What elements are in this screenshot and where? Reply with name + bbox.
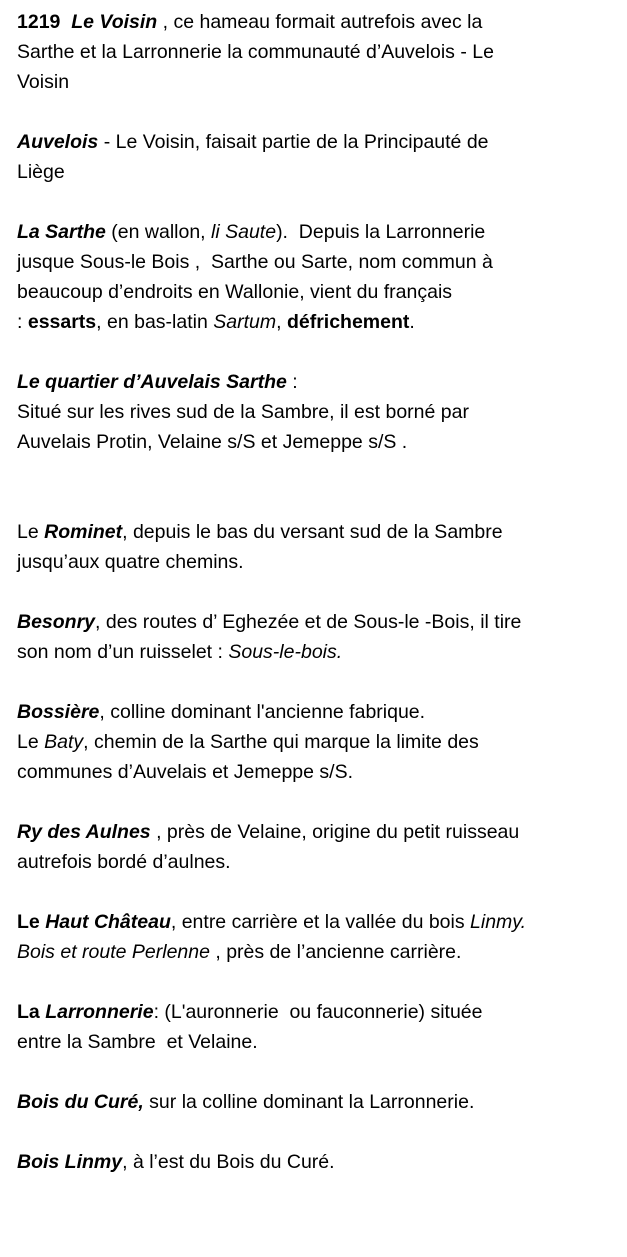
p5-pre: Le [17, 521, 45, 543]
spacer [17, 337, 617, 367]
p11-line-1 [17, 1087, 617, 1117]
document-body [17, 7, 617, 1177]
p12-text-1: , à l’est du Bois du Curé. [122, 1151, 335, 1173]
p1-text-1: , ce hameau formait autrefois avec la [157, 11, 483, 33]
p4-text-1: : [286, 371, 298, 393]
p10-line-1 [17, 997, 617, 1027]
p5-text-1: , depuis le bas du versant sud de la Sambre [122, 521, 503, 543]
p7-line-1 [17, 697, 617, 727]
p3-text-1a: (en wallon, [105, 221, 212, 243]
p9-pre: Le [17, 911, 46, 933]
p3-text-1b: li Saute [211, 221, 277, 243]
p11-title: Bois du Curé, [17, 1091, 144, 1113]
p5-title: Rominet [44, 521, 123, 543]
spacer [17, 187, 617, 217]
p3-text-4c: , en bas-latin [96, 311, 214, 333]
p9-line-2 [17, 937, 617, 967]
p4-line-1 [17, 367, 617, 397]
p4-title: Le quartier d’Auvelais Sarthe [17, 371, 287, 393]
p8-line-2: autrefois bordé d’aulnes. [17, 851, 231, 873]
spacer [17, 667, 617, 697]
p3-line-3: beaucoup d’endroits en Wallonie, vient du français [17, 281, 453, 303]
p3-text-1c: ). Depuis la Larronnerie [276, 221, 486, 243]
p2-title: Auvelois [17, 131, 99, 153]
p7-text-2c: , chemin de la Sarthe qui marque la limite des [83, 731, 479, 753]
p9-text-1b: Linmy. [470, 911, 527, 933]
p6-line-1 [17, 607, 617, 637]
p8-line-1 [17, 817, 617, 847]
p12-line-1 [17, 1147, 617, 1177]
p9-line-1 [17, 907, 617, 937]
p3-text-4d: Sartum [213, 311, 277, 333]
p2-text-1: - Le Voisin, faisait partie de la Principauté de [98, 131, 489, 153]
p2-line-1 [17, 127, 617, 157]
p3-line-2: jusque Sous-le Bois , Sarthe ou Sarte, nom commun à [17, 251, 493, 273]
spacer [17, 967, 617, 997]
p6-text-1: , des routes d’ Eghezée et de Sous-le -Bois, il tire [95, 611, 522, 633]
p10-title: Larronnerie [45, 1001, 154, 1023]
p4-line-3: Auvelais Protin, Velaine s/S et Jemeppe s/S . [17, 431, 408, 453]
p5-line-1 [17, 517, 617, 547]
p10-line-2: entre la Sambre et Velaine. [17, 1031, 258, 1053]
p9-text-2a: Bois et route Perlenne [17, 941, 210, 963]
p1-line-3: Voisin [17, 71, 70, 93]
spacer [17, 1117, 617, 1147]
p6-text-2a: son nom d’un ruisselet : [17, 641, 229, 663]
p8-text-1: , près de Velaine, origine du petit ruisseau [150, 821, 520, 843]
p3-line-4 [17, 307, 617, 337]
p10-text-1: : (L'auronnerie ou fauconnerie) située [153, 1001, 483, 1023]
p8-title: Ry des Aulnes [17, 821, 151, 843]
p9-text-2b: , près de l’ancienne carrière. [209, 941, 462, 963]
entry-number: 1219 [17, 11, 61, 33]
p7-text-1: , colline dominant l'ancienne fabrique. [99, 701, 426, 723]
p10-pre: La [17, 1001, 46, 1023]
p3-text-4a: : [17, 311, 28, 333]
p4-line-2: Situé sur les rives sud de la Sambre, il est borné par [17, 401, 469, 423]
spacer [17, 1057, 617, 1087]
p3-line-1 [17, 217, 617, 247]
p1-title: Le Voisin [71, 11, 158, 33]
p3-text-4g: . [409, 311, 415, 333]
p6-line-2 [17, 637, 617, 667]
p7-text-2b: Baty [44, 731, 84, 753]
p5-line-2: jusqu’aux quatre chemins. [17, 551, 244, 573]
p9-text-1a: , entre carrière et la vallée du bois [170, 911, 471, 933]
p3-text-4b: essarts [27, 311, 97, 333]
p3-text-4e: , [276, 311, 287, 333]
p3-title: La Sarthe [17, 221, 106, 243]
p11-text-1: sur la colline dominant la Larronnerie. [143, 1091, 475, 1113]
spacer [17, 457, 617, 517]
p7-title: Bossière [17, 701, 100, 723]
p7-text-2a: Le [17, 731, 45, 753]
p7-line-2 [17, 727, 617, 757]
spacer [17, 787, 617, 817]
spacer [17, 577, 617, 607]
p2-line-2: Liège [17, 161, 65, 183]
spacer [17, 97, 617, 127]
p7-line-3: communes d’Auvelais et Jemeppe s/S. [17, 761, 353, 783]
p1-line-1 [17, 7, 617, 37]
p6-text-2b: Sous-le-bois. [228, 641, 343, 663]
p6-title: Besonry [17, 611, 96, 633]
p9-title: Haut Château [45, 911, 171, 933]
p3-text-4f: défrichement [286, 311, 410, 333]
p1-line-2: Sarthe et la Larronnerie la communauté d’Auvelois - Le [17, 41, 494, 63]
spacer [17, 877, 617, 907]
p12-title: Bois Linmy [17, 1151, 123, 1173]
